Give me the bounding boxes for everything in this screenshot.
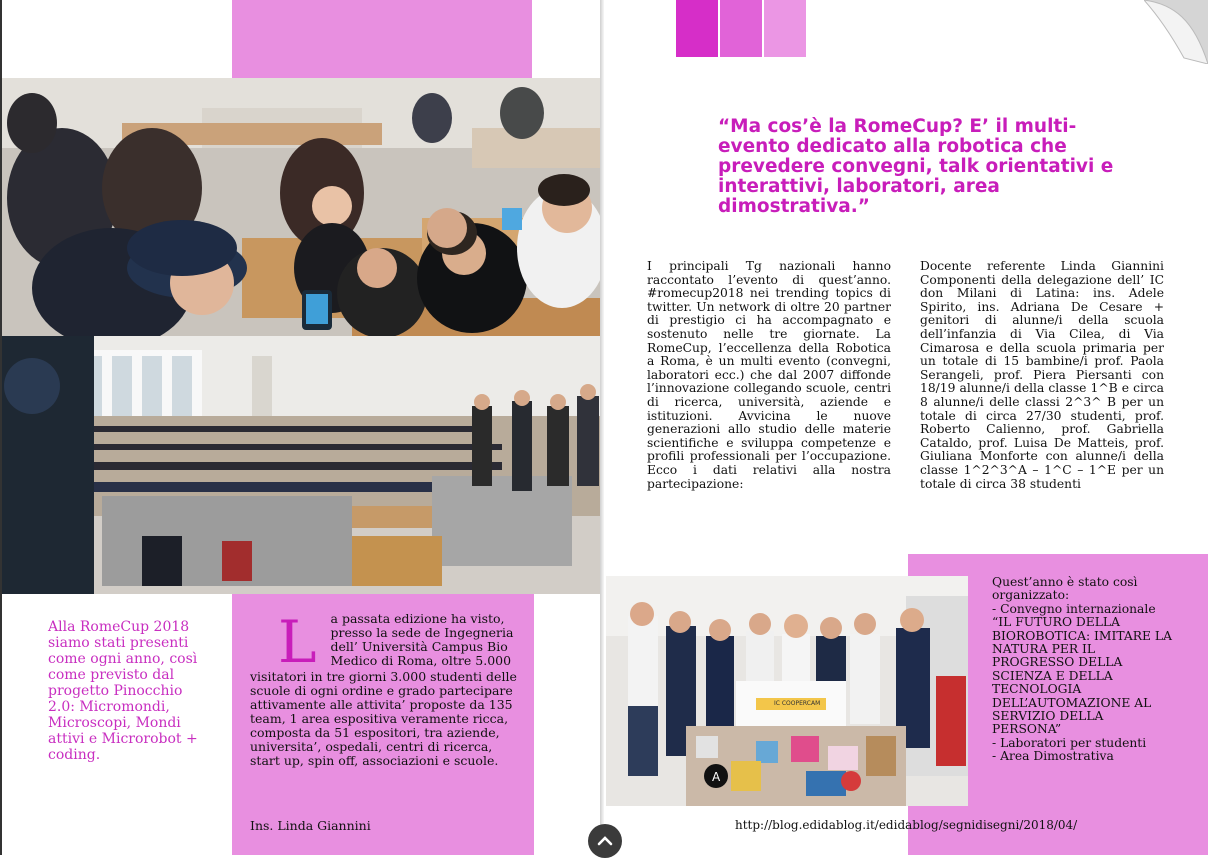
square-light [764, 0, 806, 57]
banner-text: IC COOPERCAM [774, 700, 821, 707]
article-continued-text: visitatori in tre giorni 3.000 studenti delle scuole di ogni ordine e grado partecipare attivamente alle attivita’ proposte da 135 team, 1 area espositiva veramente ricca, composta da 51 espositori, tra aziende, universita’, ospedali, centri di ricerca, start up, spin off, associazioni e scuole. [250, 669, 517, 768]
info-line: - Area Dimostrativa [992, 749, 1114, 764]
info-line: Quest’anno è stato così organizzato: [992, 575, 1138, 603]
top-pink-block [232, 0, 532, 78]
svg-text:A: A [712, 770, 721, 784]
column-two-text: Docente referente Linda Giannini Componenti della delegazione dell’ IC don Milani di Latina: ins. Adele Spirito, ins. Adriana De Cesare + genitori di alunne/i della scuola dell’infanzia di Via Cilea, di Via Cimarosa e della scuola primaria per un totale di 15 bambine/i prof. Paola Serangeli, prof. Piera Piersanti con 18/19 alunne/i della classe 1^B e circa 8 alunne/i delle classi 2^3^ B per un totale di circa 27/30 studenti, prof. Roberto Calienno, prof. Gabriella Cataldo, prof. Luisa De Matteis, prof. Giuliana Monforte con alunne/i della classe 1^2^3^A – 1^C – 1^E per un totale di circa 38 studenti [920, 259, 1164, 491]
organization-info [992, 576, 1172, 764]
square-dark [676, 0, 718, 57]
signature: Ins. Linda Giannini [250, 818, 371, 833]
drop-cap: L [278, 608, 317, 676]
chevron-up-icon [597, 833, 613, 849]
square-mid [720, 0, 762, 57]
group-photo [606, 576, 968, 806]
column-one [647, 260, 891, 491]
column-one-text: I principali Tg nazionali hanno raccontato l’evento di quest’anno. #romecup2018 nei trending topics di twitter. Un network di oltre 20 partner di prestigio ci ha accompagnato e sostenuto nelle tre giornate. La RomeCup, l’eccellenza della Robotica a Roma, è un multi evento (convegni, laboratori ecc.) che dal 2007 diffonde l’innovazione collegando scuole, centri di ricerca, università, aziende e istituzioni. Avvicina le nuove generazioni allo studio delle materie scientifiche e sviluppa competenze e profili professionali per l’occupazione. Ecco i dati relativi alla nostra partecipazione: [647, 259, 891, 491]
article-first-text: a passata edizione ha visto, presso la sede de Ingegneria dell’ Università Campus Bio Medico di Roma, oltre 5.000 [330, 611, 514, 668]
classroom-photo-top [2, 78, 604, 336]
article-body [250, 608, 520, 768]
scroll-up-button[interactable] [588, 824, 622, 858]
info-line: - Convegno internazionale [992, 601, 1156, 616]
left-page [2, 0, 602, 855]
page-curl-icon[interactable] [1144, 0, 1208, 64]
info-line: “IL FUTURO DELLA BIOROBOTICA: IMITARE LA NATURA PER IL PROGRESSO DELLA SCIENZA E DELLA TECNOLOGIA DELL’AUTOMAZIONE AL SERVIZIO DELLA PERSONA” [992, 615, 1172, 737]
left-caption: Alla RomeCup 2018 siamo stati presenti come ogni anno, così come previsto dal progetto Pinocchio 2.0: Micromondi, Microscopi, Mondi attivi e Microrobot + coding. [48, 619, 198, 763]
info-line: - Laboratori per studenti [992, 735, 1147, 750]
column-two [920, 260, 1164, 491]
blog-link[interactable]: http://blog.edidablog.it/edidablog/segnidisegni/2018/04/ [735, 818, 1078, 832]
auditorium-photo [2, 336, 604, 594]
pull-quote: “Ma cos’è la RomeCup? E’ il multi-evento dedicato alla robotica che prevedere convegni, talk orientativi e interattivi, laboratori, area dimostrativa.” [718, 116, 1114, 217]
